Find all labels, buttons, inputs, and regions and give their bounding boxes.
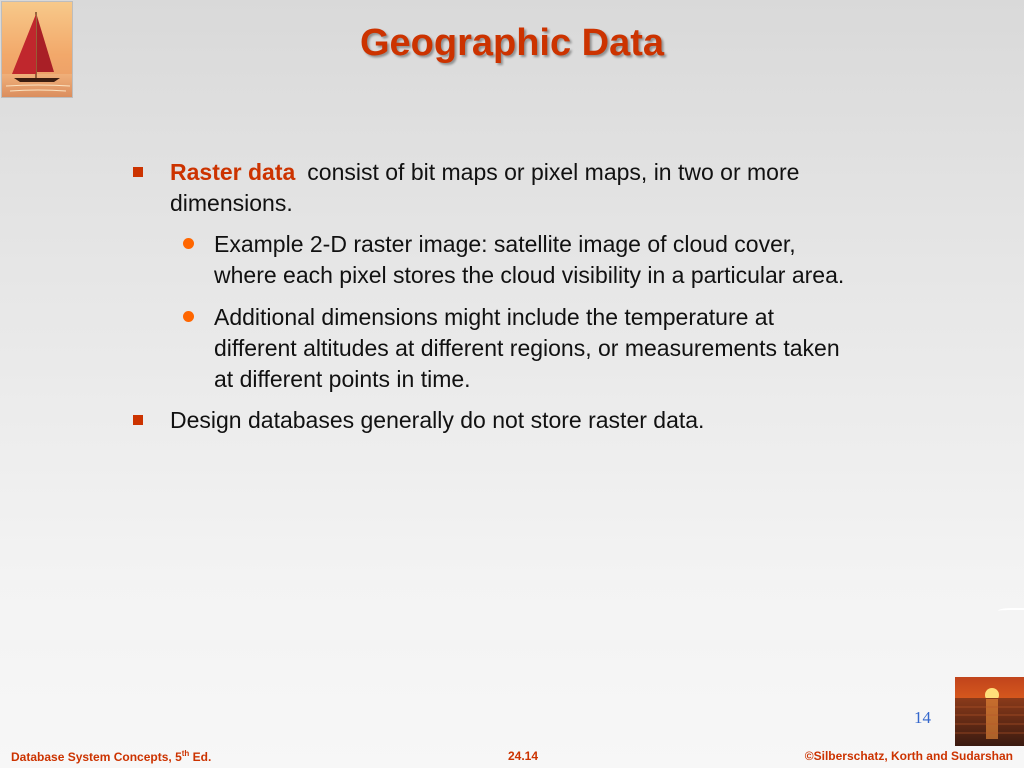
bullet-1-emphasis: Raster data xyxy=(170,159,296,185)
bullet-1 xyxy=(170,157,910,188)
footer-copyright: ©Silberschatz, Korth and Sudarshan xyxy=(804,749,1013,763)
footer-book-title xyxy=(11,749,211,764)
decorative-wave xyxy=(998,608,1024,614)
square-bullet-icon xyxy=(133,167,143,177)
sub-bullet-2-line-1: Additional dimensions might include the temperature at xyxy=(214,304,774,330)
sub-bullet-2-line-2: different altitudes at different regions, or measurements taken xyxy=(214,335,840,361)
page-number: 14 xyxy=(914,708,931,727)
sub-bullet-1-line-1: Example 2-D raster image: satellite image of cloud cover, xyxy=(214,231,796,257)
sub-bullet-1-line-2: where each pixel stores the cloud visibility in a particular area. xyxy=(214,262,845,288)
sunset-photo-icon xyxy=(955,677,1024,746)
footer-slide-id: 24.14 xyxy=(508,749,539,763)
round-bullet-icon xyxy=(183,238,194,249)
slide-title: Geographic Data xyxy=(359,22,665,64)
bullet-1-continuation: dimensions. xyxy=(170,190,293,216)
bullet-2: Design databases generally do not store raster data. xyxy=(170,407,705,433)
square-bullet-icon xyxy=(133,415,143,425)
bullet-1-text: consist of bit maps or pixel maps, in two or more xyxy=(307,159,800,185)
footer-left-sup: th xyxy=(181,749,190,758)
round-bullet-icon xyxy=(183,311,194,322)
sub-bullet-2-line-3: at different points in time. xyxy=(214,366,471,392)
slide-footer xyxy=(0,745,1024,768)
footer-left-text: Database System Concepts, 5 xyxy=(11,750,182,764)
footer-left-suffix: Ed. xyxy=(189,750,212,764)
